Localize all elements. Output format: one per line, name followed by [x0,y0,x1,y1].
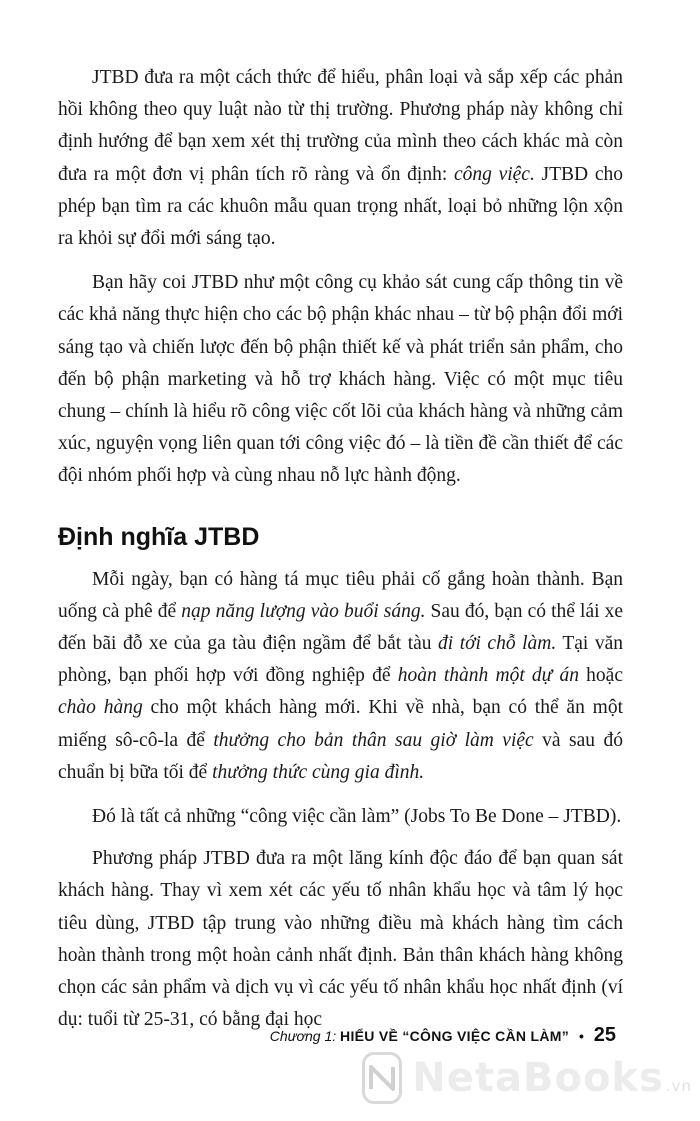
text-run: Phương pháp JTBD đưa ra một lăng kính độc đáo để bạn quan sát khách hàng. Thay vì xem xét các yếu tố nhân khẩu học và tâm lý học tiêu dùng, JTBD tập trung vào những điều mà khách hàng tìm cách hoàn thành trong một hoàn cảnh nhất định. Bản thân khách hàng không chọn các sản phẩm và dịch vụ vì các yếu tố nhân khẩu học nhất định (ví dụ: tuổi từ 25-31, có bằng đại học [58,848,623,1031]
italic-run: thưởng cho bản thân sau giờ làm việc [213,729,534,751]
section-heading: Định nghĩa JTBD [58,522,260,551]
text-run: hoặc [579,665,623,687]
footer-chapter-title: HIỂU VỀ “CÔNG VIỆC CẦN LÀM” [340,1028,570,1044]
text-run: JTBD cho phép bạn tìm ra các khuôn mẫu quan trọng nhất, loại bỏ những lộn xộn ra khỏi sự đổi mới sáng tạo. [58,163,624,250]
watermark-brand [412,1055,692,1101]
text-run: và sau đó chuẩn bị bữa tối để [58,729,623,783]
paragraph-3 [58,564,623,789]
footer-bullet: • [578,1028,584,1044]
text-run: JTBD đưa ra một cách thức để hiểu, phân loại và sắp xếp các phản hồi không theo quy luật nào từ thị trường. Phương pháp này không chỉ định hướng để bạn xem xét thị trường của mình theo cách khác mà còn đưa ra một đơn vị phân tích rõ ràng và ổn định: [58,67,623,185]
paragraph-1 [58,62,623,255]
italic-run: công việc. [453,163,535,185]
text-run: Mỗi ngày, bạn có hàng tá mục tiêu phải cố gắng hoàn thành. Bạn uống cà phê để [58,568,623,622]
watermark-brand-text: NetaBooks [412,1055,664,1101]
italic-run: thưởng thức cùng gia đình. [212,761,425,783]
text-run: cho một khách hàng mới. Khi về nhà, bạn có thể ăn một miếng sô-cô-la để [58,697,623,751]
italic-run: đi tới chỗ làm. [438,633,557,655]
watermark-suffix: .vn [665,1077,692,1095]
paragraph-5 [58,843,623,1036]
running-footer [270,1024,616,1047]
italic-run: nạp năng lượng vào buổi sáng. [181,600,426,622]
page-body [58,62,623,1048]
page-number: 25 [593,1024,616,1046]
logo-glyph [365,1061,399,1095]
italic-run: chào hàng [58,697,143,719]
paragraph-4 [58,801,623,833]
text-run: Tại văn phòng, bạn phối hợp với đồng nghiệp để [58,633,623,687]
italic-run: hoàn thành một dự án [397,665,579,687]
text-run: Bạn hãy coi JTBD như một công cụ khảo sát cung cấp thông tin về các khả năng thực hiện cho các bộ phận khác nhau – từ bộ phận đổi mới sáng tạo và chiến lược đến bộ phận thiết kế và phát triển sản phẩm, cho đến bộ phận marketing và hỗ trợ khách hàng. Việc có một mục tiêu chung – chính là hiểu rõ công việc cốt lõi của khách hàng và những cảm xúc, nguyện vọng liên quan tới công việc đó – là tiền đề cần thiết để các đội nhóm phối hợp và cùng nhau nỗ lực hành động. [58,272,623,487]
text-run: Đó là tất cả những “công việc cần làm” (Jobs To Be Done – JTBD). [92,806,622,828]
netabooks-logo-icon [362,1052,402,1104]
watermark [362,1046,692,1110]
footer-chapter: Chương 1: [269,1028,337,1044]
paragraph-2 [58,267,623,492]
text-run: Sau đó, bạn có thể lái xe đến bãi đỗ xe của ga tàu điện ngầm để bắt tàu [58,600,624,655]
